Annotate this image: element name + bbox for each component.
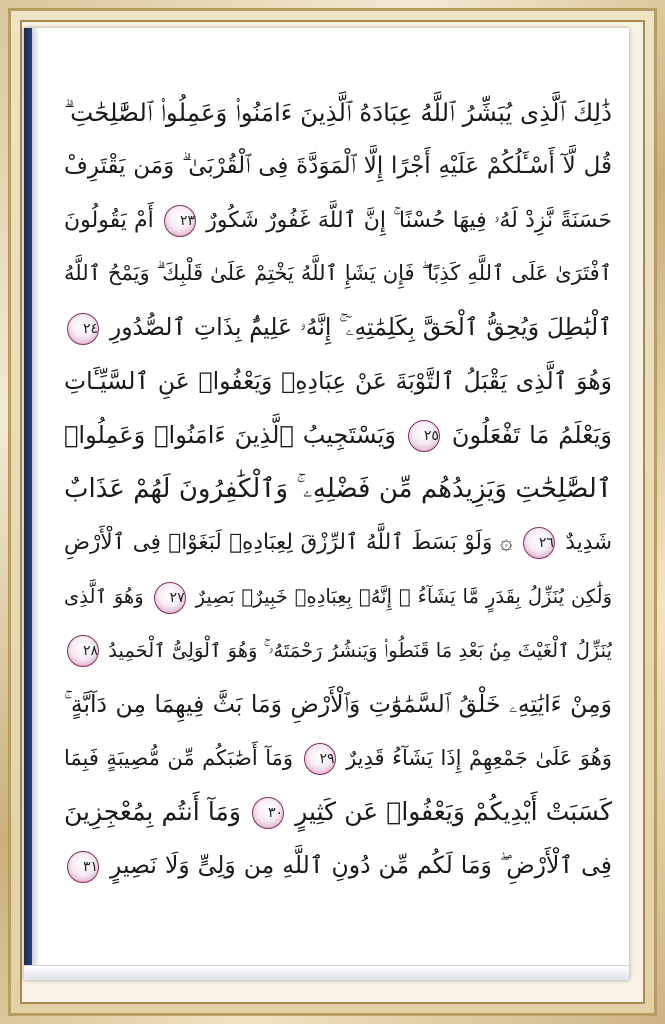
page-bottom-edge [24,965,629,980]
verse-line [64,678,612,732]
verse-text-area [64,86,612,893]
verse-text: شَدِيدٌ [565,530,612,556]
verse-line [64,194,612,248]
verse-text: ٱلْبَٰطِلَ وَيُحِقُّ ٱلْحَقَّ بِكَلِمَٰتِهِۦٓ ۚ إِنَّهُۥ عَلِيمٌۢ بِذَاتِ ٱلصُّدُورِ [109,313,612,342]
verse-text: كَسَبَتْ أَيْدِيكُمْ وَيَعْفُوا۟ عَن كَثِيرٍ [295,797,612,827]
verse-text: وَيَسْتَجِيبُ ٱلَّذِينَ ءَامَنُوا۟ وَعَمِلُوا۟ [64,420,396,449]
verse-text: وَمِنْ ءَايَٰتِهِۦ خَلْقُ ٱلسَّمَٰوَٰتِ وَٱلْأَرْضِ وَمَا بَثَّ فِيهِمَا مِن دَآبَّةٍ ۚ [64,689,612,718]
ayah-number-marker: ٢٩ [304,743,336,775]
ayah-number-marker: ٢٦ [523,527,555,559]
verse-text: وَهُوَ ٱلَّذِى يَقْبَلُ ٱلتَّوْبَةَ عَنْ عِبَادِهِۦ وَيَعْفُوا۟ عَنِ ٱلسَّيِّـَٔاتِ [64,366,612,395]
ayah-number-marker: ٣١ [67,851,99,883]
verse-line [64,516,612,570]
verse-text: ٱلصَّٰلِحَٰتِ وَيَزِيدُهُم مِّن فَضْلِهِۦ ۚ وَٱلْكَٰفِرُونَ لَهُمْ عَذَابٌ [64,473,612,504]
verse-text: ذَٰلِكَ ٱلَّذِى يُبَشِّرُ ٱللَّهُ عِبَادَهُ ٱلَّذِينَ ءَامَنُوا۟ وَعَمِلُوا۟ ٱلصَّٰلِحَٰتِ ۗ [64,98,612,127]
verse-line [64,839,612,893]
verse-line [64,86,612,140]
verse-line [64,785,612,839]
verse-text: وَمَآ أَنتُم بِمُعْجِزِينَ [64,797,241,827]
ayah-number-marker: ٢٨ [67,635,99,667]
verse-line [64,409,612,463]
verse-text: حَسَنَةً نَّزِدْ لَهُۥ فِيهَا حُسْنًا ۚ إِنَّ ٱللَّهَ غَفُورٌ شَكُورٌ [206,207,612,233]
ayah-number-marker: ٢٧ [154,582,186,614]
verse-text: وَهُوَ ٱلَّذِى [64,585,144,609]
ayah-number-marker: ٢٤ [67,313,99,345]
verse-line [64,140,612,194]
verse-text: قُل لَّآ أَسْـَٔلُكُمْ عَلَيْهِ أَجْرًا إِلَّا ٱلْمَوَدَّةَ فِى ٱلْقُرْبَىٰ ۗ وَمَن يَقْتَرِفْ [64,152,612,179]
verse-line [64,355,612,409]
verse-line [64,463,612,517]
ayah-number-marker: ٢٥ [408,420,440,452]
verse-text: فِى ٱلْأَرْضِ ۖ وَمَا لَكُم مِّن دُونِ ٱللَّهِ مِن وَلِىٍّ وَلَا نَصِيرٍ [109,851,612,880]
spine-shadow [32,28,40,980]
verse-text: يُنَزِّلُ ٱلْغَيْثَ مِنۢ بَعْدِ مَا قَنَطُوا۟ وَيَنشُرُ رَحْمَتَهُۥ ۚ وَهُوَ ٱلْوَلِىُّ ٱلْحَمِيدُ [108,638,612,662]
ayah-number-marker: ٣٠ [252,797,284,829]
verse-line [64,247,612,301]
verse-line [64,570,612,624]
verse-text: وَهُوَ عَلَىٰ جَمْعِهِمْ إِذَا يَشَآءُ قَدِيرٌ [346,745,612,770]
book-spine [24,28,32,980]
verse-text: أَمْ يَقُولُونَ [64,207,154,233]
verse-line [64,732,612,786]
verse-line [64,301,612,355]
verse-text: وَلَٰكِن يُنَزِّلُ بِقَدَرٍ مَّا يَشَآءُ ۚ إِنَّهُۥ بِعِبَادِهِۦ خَبِيرٌۢ بَصِيرٌ [195,585,612,609]
verse-text: ۞ وَلَوْ بَسَطَ ٱللَّهُ ٱلرِّزْقَ لِعِبَادِهِۦ لَبَغَوْا۟ فِى ٱلْأَرْضِ [64,530,513,556]
verse-text: وَيَعْلَمُ مَا تَفْعَلُونَ [451,420,612,449]
mushaf-page [24,28,629,980]
verse-text: وَمَآ أَصَٰبَكُم مِّن مُّصِيبَةٍ فَبِمَا [64,745,293,770]
ayah-number-marker: ٢٣ [164,205,196,237]
verse-line [64,624,612,678]
verse-text: ٱفْتَرَىٰ عَلَى ٱللَّهِ كَذِبًا ۖ فَإِن يَشَإِ ٱللَّهُ يَخْتِمْ عَلَىٰ قَلْبِكَ ۗ وَيَمْحُ ٱللَّهُ [64,261,612,286]
